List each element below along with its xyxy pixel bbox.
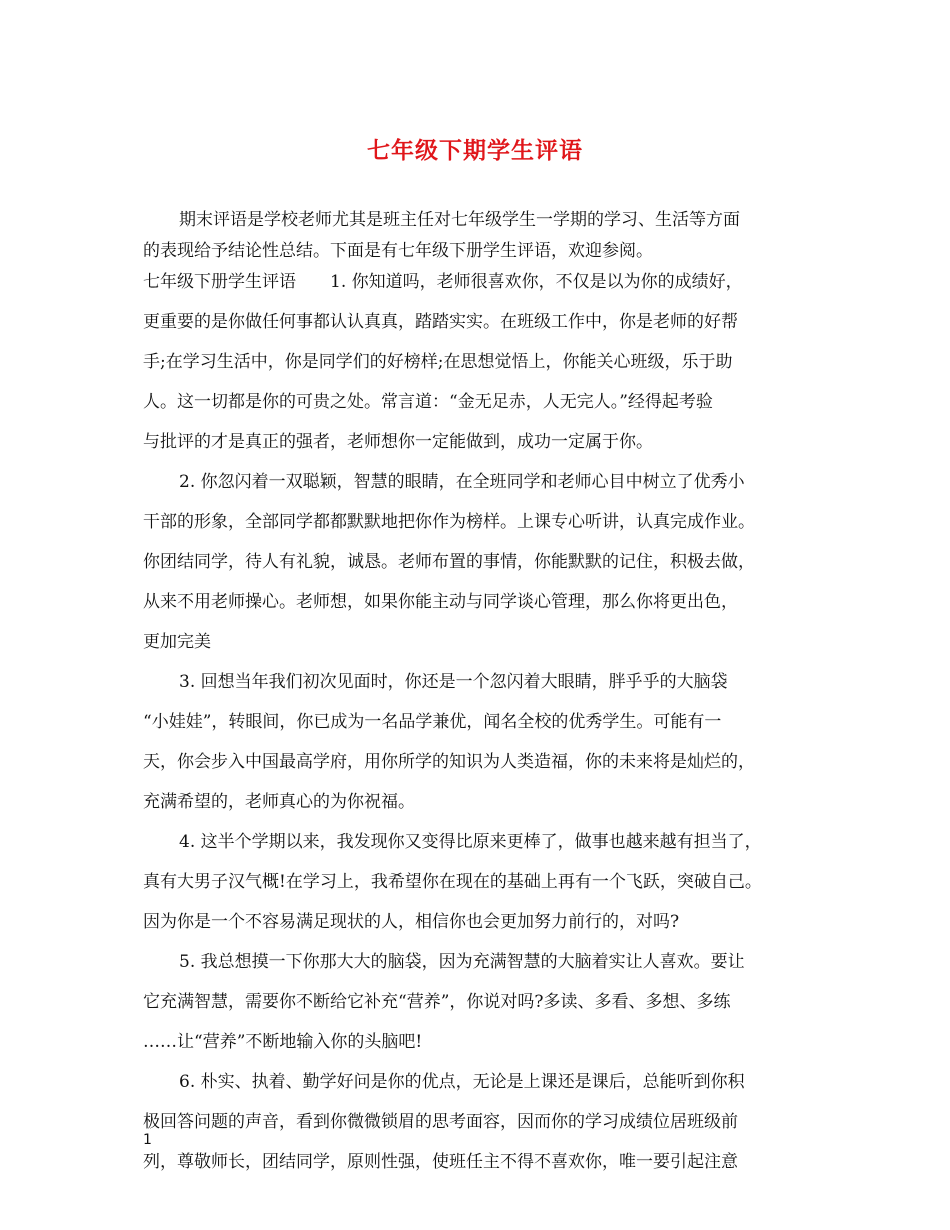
- text-line: 期末评语是学校老师尤其是班主任对七年级学生一学期的学习、生活等方面: [179, 210, 740, 230]
- text-line: 与批评的才是真正的强者，老师想你一定能做到，成功一定属于你。: [143, 432, 653, 452]
- text-line: 极回答问题的声音，看到你微微锁眉的思考面容，因而你的学习成绩位居班级前: [143, 1112, 738, 1132]
- text-line: 4. 这半个学期以来，我发现你又变得比原来更棒了，做事也越来越有担当了，: [179, 832, 762, 852]
- text-line: 更加完美: [143, 632, 211, 652]
- text-line: 七年级下册学生评语 1. 你知道吗，老师很喜欢你，不仅是以为你的成绩好，: [143, 272, 743, 292]
- text-line: 它充满智慧，需要你不断给它补充“营养”，你说对吗?多读、多看、多想、多练: [143, 992, 731, 1012]
- text-line: 更重要的是你做任何事都认认真真，踏踏实实。在班级工作中，你是老师的好帮: [143, 312, 738, 332]
- page-title: 七年级下期学生评语: [367, 137, 583, 164]
- text-line: “小娃娃”，转眼间，你已成为一名品学兼优，闻名全校的优秀学生。可能有一: [143, 712, 722, 732]
- text-line: 列，尊敬师长，团结同学，原则性强，使班任主不得不喜欢你，唯一要引起注意: [143, 1152, 738, 1172]
- text-line: 因为你是一个不容易满足现状的人，相信你也会更加努力前行的，对吗?: [143, 912, 680, 932]
- text-line: 真有大男子汉气概!在学习上，我希望你在现在的基础上再有一个飞跃，突破自己。: [143, 872, 762, 892]
- body-text: [143, 205, 823, 1178]
- text-line: 3. 回想当年我们初次见面时，你还是一个忽闪着大眼睛，胖乎乎的大脑袋: [179, 672, 728, 692]
- text-line: ……让“营养”不断地输入你的头脑吧!: [143, 1032, 423, 1052]
- text-line: 手;在学习生活中，你是同学们的好榜样;在思想觉悟上，你能关心班级，乐于助: [143, 352, 733, 372]
- text-line: 充满希望的，老师真心的为你祝福。: [143, 792, 415, 812]
- text-line: 从来不用老师操心。老师想，如果你能主动与同学谈心管理，那么你将更出色，: [143, 592, 738, 612]
- text-line: 天，你会步入中国最高学府，用你所学的知识为人类造福，你的未来将是灿烂的，: [143, 752, 755, 772]
- text-line: 干部的形象，全部同学都都默默地把你作为榜样。上课专心听讲，认真完成作业。: [143, 512, 755, 532]
- text-line: 人。这一切都是你的可贵之处。常言道：“金无足赤，人无完人。”经得起考验: [143, 392, 713, 412]
- text-line: 5. 我总想摸一下你那大大的脑袋，因为充满智慧的大脑着实让人喜欢。要让: [179, 952, 745, 972]
- text-line: 2. 你忽闪着一双聪颖，智慧的眼睛，在全班同学和老师心目中树立了优秀小: [179, 472, 745, 492]
- text-line: 你团结同学，待人有礼貌，诚恳。老师布置的事情，你能默默的记住，积极去做，: [143, 552, 755, 572]
- page-number: 1: [143, 1132, 152, 1148]
- text-line: 6. 朴实、执着、勤学好问是你的优点，无论是上课还是课后，总能听到你积: [179, 1072, 745, 1092]
- text-line: 的表现给予结论性总结。下面是有七年级下册学生评语，欢迎参阅。: [143, 241, 653, 261]
